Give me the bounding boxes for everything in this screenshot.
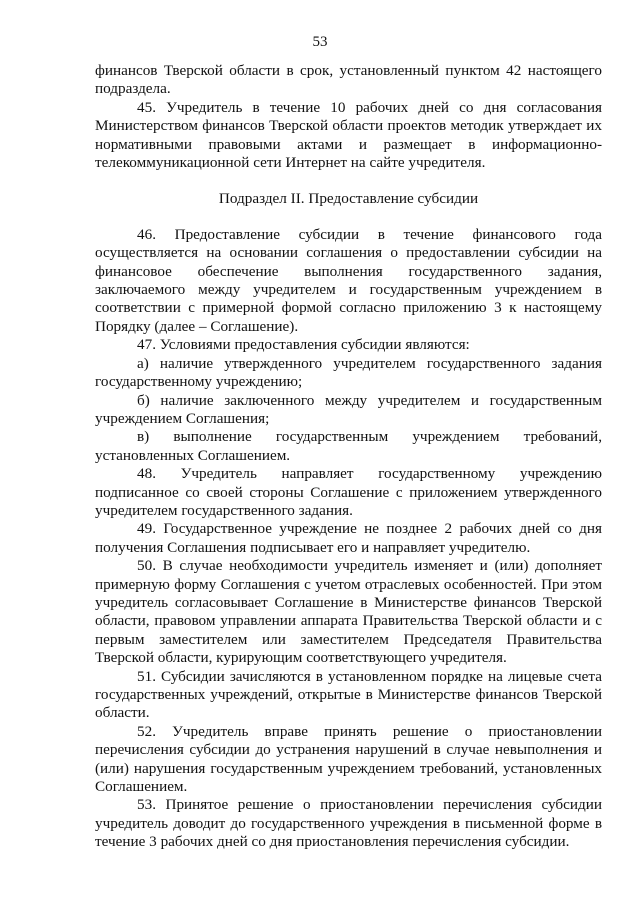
paragraph-47-a: а) наличие утвержденного учредителем государственного задания государственному учреждению; <box>95 354 602 391</box>
paragraph-45: 45. Учредитель в течение 10 рабочих дней со дня согласования Министерством финансов Тверской области проектов методик утверждает их нормативными правовыми актами и размещает в информационно-телекоммуникационной сети Интернет на сайте учредителя. <box>95 98 602 172</box>
page-number: 53 <box>312 34 328 50</box>
paragraph-49: 49. Государственное учреждение не позднее 2 рабочих дней со дня получения Соглашения подписывает его и направляет учредителю. <box>95 520 602 556</box>
paragraph-46: 46. Предоставление субсидии в течение финансового года осуществляется на основании соглашения о предоставлении субсидии на финансовое обеспечение выполнения государственного задания, заключаемого между учредителем и государственным учреждением в соответствии с примерной формой согласно приложению 3 к настоящему Порядку (далее – Соглашение). <box>95 225 602 335</box>
paragraph-51: 51. Субсидии зачисляются в установленном порядке на лицевые счета государственных учреждений, открытые в Министерстве финансов Тверской области. <box>95 667 602 722</box>
document-body <box>95 62 602 852</box>
paragraph-47: 47. Условиями предоставления субсидии являются: <box>137 336 470 354</box>
paragraph-52: 52. Учредитель вправе принять решение о приостановлении перечисления субсидии до устранения нарушений в случае невыполнения и (или) нарушения государственным учреждением требований, установленных Соглашением. <box>95 722 602 796</box>
paragraph-50: 50. В случае необходимости учредитель изменяет и (или) дополняет примерную форму Соглашения с учетом отраслевых особенностей. При этом учредитель согласовывает Соглашение в Министерстве финансов Тверской области, правовом управлении аппарата Правительства Тверской области и с первым заместителем или заместителем Председателя Правительства Тверской области, курирующим соответствующего учредителя. <box>95 557 602 667</box>
paragraph-47-c: в) выполнение государственным учреждением требований, установленных Соглашением. <box>95 428 602 464</box>
paragraph-48: 48. Учредитель направляет государственному учреждению подписанное со своей стороны Соглашение с приложением утвержденного учредителем государственного задания. <box>95 465 602 519</box>
paragraph-53: 53. Принятое решение о приостановлении перечисления субсидии учредитель доводит до государственного учреждения в письменной форме в течение 3 рабочих дней со дня приостановления перечисления субсидии. <box>95 796 602 851</box>
paragraph-continuation: финансов Тверской области в срок, установленный пунктом 42 настоящего подраздела. <box>95 62 602 98</box>
paragraph-47-b: б) наличие заключенного между учредителем и государственным учреждением Соглашения; <box>95 391 602 427</box>
section-heading: Подраздел II. Предоставление субсидии <box>218 190 479 208</box>
